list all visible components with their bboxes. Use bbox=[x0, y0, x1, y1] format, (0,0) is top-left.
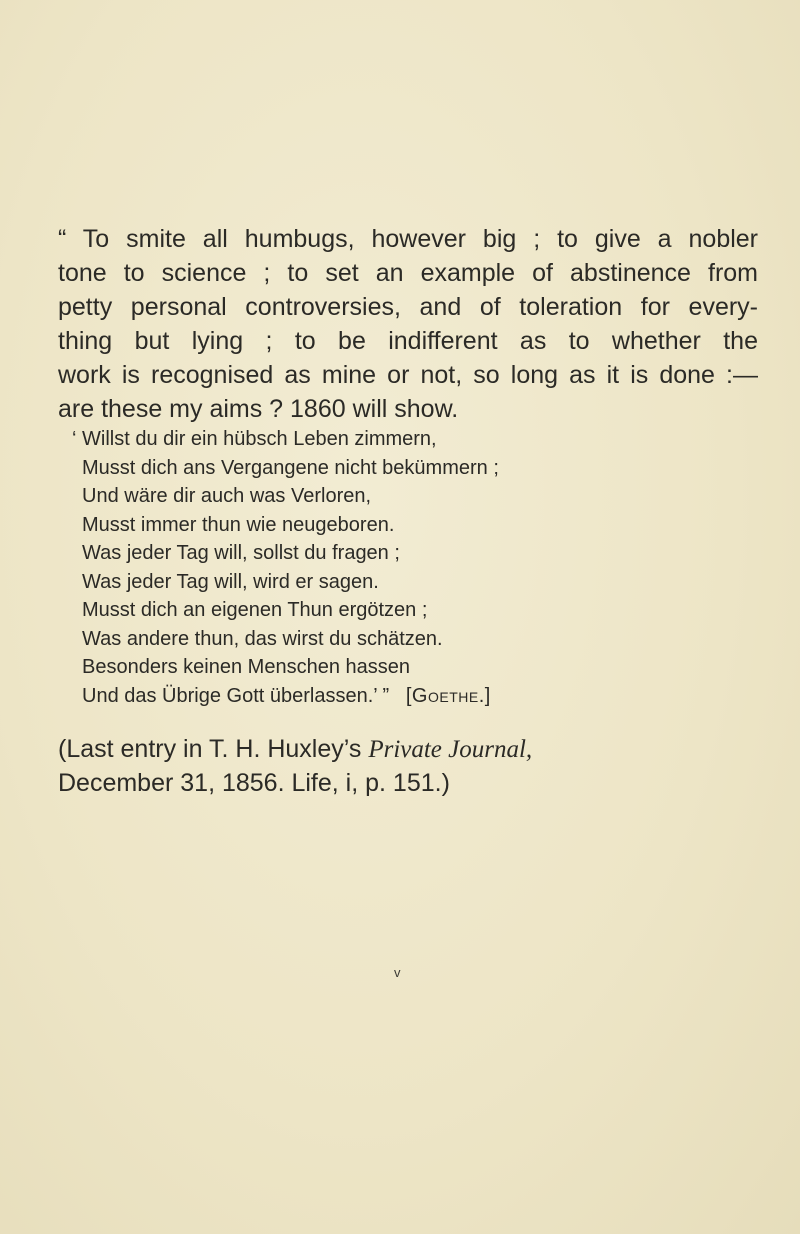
quotation-line-4: thing but lying ; to be indifferent as to whether the bbox=[58, 327, 758, 355]
goethe-attribution: [Goethe.] bbox=[405, 684, 491, 707]
verse-line-10 bbox=[82, 682, 722, 711]
journal-title: Private Journal, bbox=[368, 736, 533, 763]
verse-line-5: Was jeder Tag will, sollst du fragen ; bbox=[82, 542, 400, 564]
quotation-line-5: work is recognised as mine or not, so long as it is done :— bbox=[58, 361, 758, 389]
verse-line-9: Besonders keinen Menschen hassen bbox=[82, 656, 410, 678]
citation-line-2: December 31, 1856. Life, i, p. 151.) bbox=[58, 769, 450, 797]
page-number: v bbox=[394, 965, 401, 980]
citation-line-1 bbox=[58, 732, 758, 766]
verse-line-4: Musst immer thun wie neugeboren. bbox=[82, 513, 395, 536]
huxley-quotation bbox=[58, 222, 758, 426]
goethe-verse bbox=[72, 425, 722, 710]
verse-line-3: Und wäre dir auch was Verloren, bbox=[82, 485, 372, 507]
source-citation bbox=[58, 732, 758, 800]
verse-line-10-text: Und das Übrige Gott überlassen.’ ” bbox=[82, 684, 390, 707]
verse-line-1: ‘ Willst du dir ein hübsch Leben zimmern, bbox=[72, 428, 437, 450]
verse-line-8: Was andere thun, das wirst du schätzen. bbox=[82, 627, 443, 650]
citation-prefix: (Last entry in T. H. Huxley’s bbox=[58, 735, 362, 763]
quotation-line-1: “ To smite all humbugs, however big ; to give a nobler bbox=[58, 225, 758, 253]
quotation-line-6: are these my aims ? 1860 will show. bbox=[58, 395, 459, 423]
quotation-line-3: petty personal controversies, and of toleration for every- bbox=[58, 293, 758, 321]
verse-line-6: Was jeder Tag will, wird er sagen. bbox=[82, 570, 379, 593]
verse-line-2: Musst dich ans Vergangene nicht bekümmern ; bbox=[82, 456, 499, 479]
quotation-line-2: tone to science ; to set an example of abstinence from bbox=[58, 259, 758, 287]
verse-line-7: Musst dich an eigenen Thun ergötzen ; bbox=[82, 599, 428, 621]
